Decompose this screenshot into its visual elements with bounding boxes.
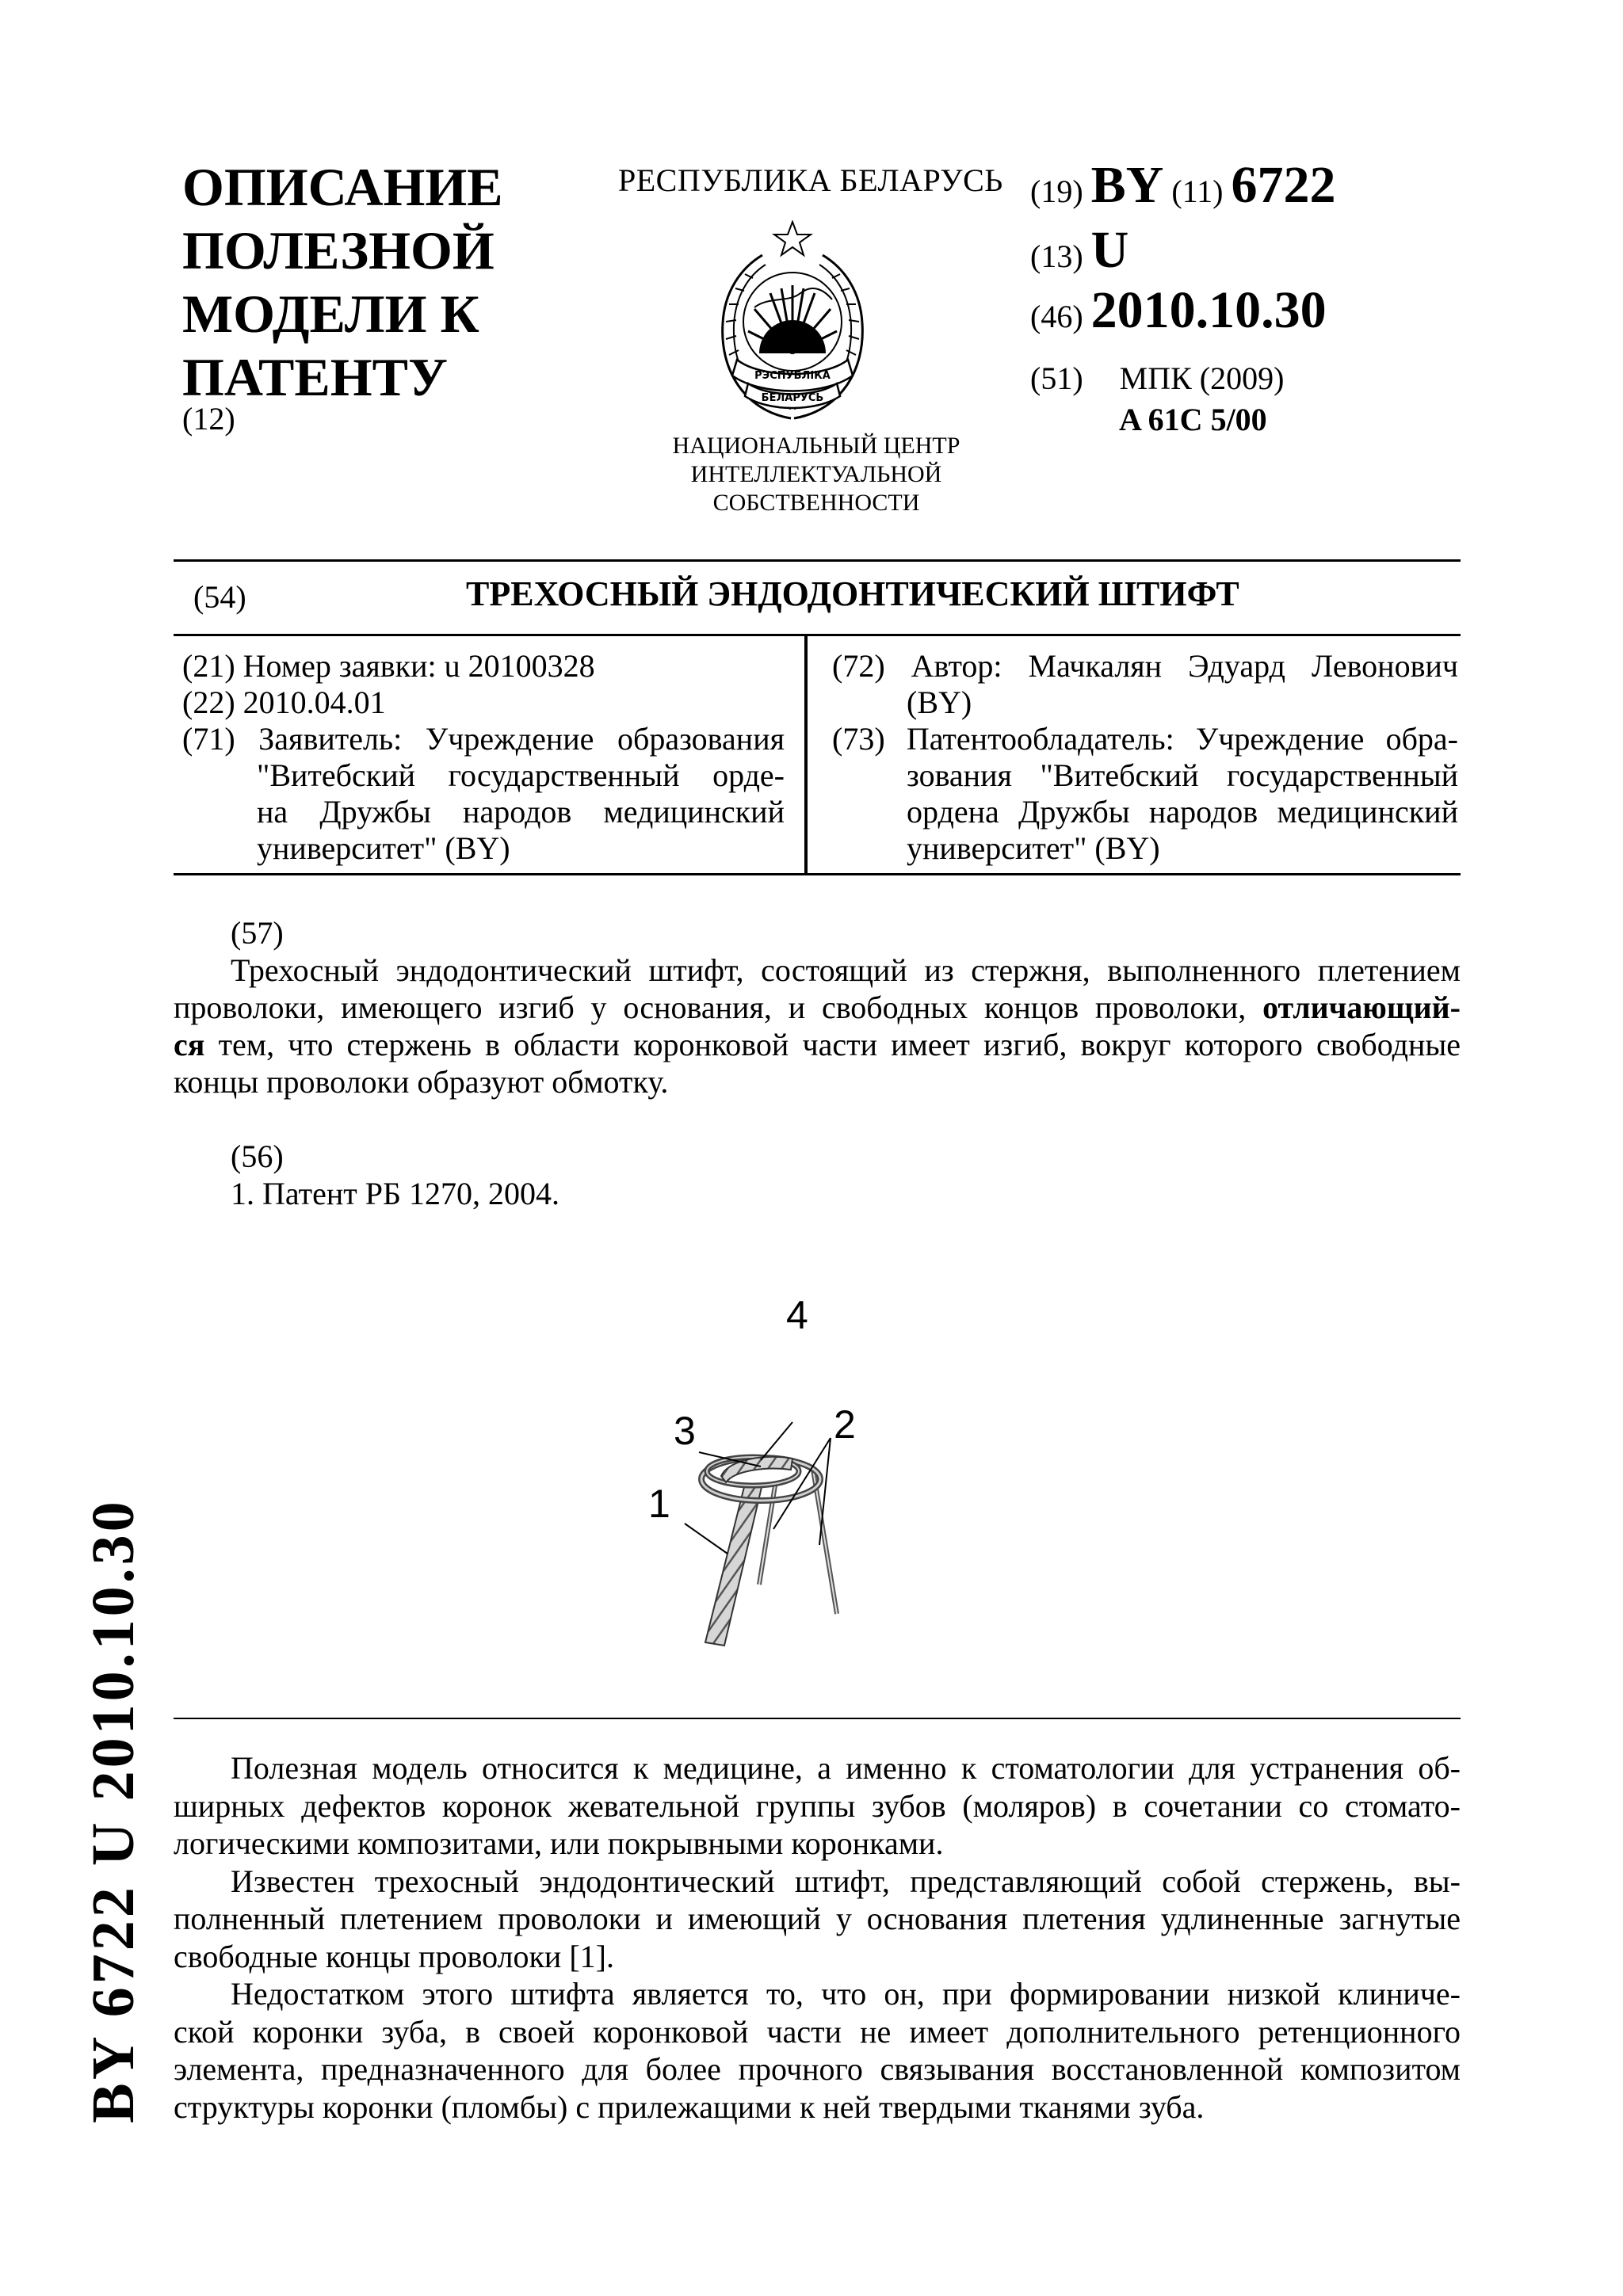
patent-office-name (650, 432, 983, 517)
biblio-left (182, 648, 785, 867)
code-13: (13) (1030, 238, 1083, 274)
abstract-text: тем, что стержень в области коронковой части имеет изгиб, вокруг которого свободные (204, 1027, 1461, 1062)
filing-date: (22) 2010.04.01 (182, 685, 386, 720)
application-number: (21) Номер заявки: u 20100328 (182, 648, 595, 684)
text-line: свободные концы проволоки [1]. (174, 1938, 614, 1974)
applicant-line: университет" (BY) (257, 830, 510, 866)
doc-title-line: ОПИСАНИЕ (182, 157, 503, 217)
svg-text:БЕЛАРУСЬ: БЕЛАРУСЬ (761, 392, 824, 404)
publication-date: 2010.10.30 (1090, 281, 1327, 339)
abstract-emphasis: ся (174, 1027, 205, 1062)
biblio-right (832, 648, 1458, 867)
description (174, 1749, 1461, 2126)
code-57: (57) (231, 915, 284, 951)
text-line: ширных дефектов коронок жевательной группы зубов (моляров) в сочетании со стомато- (174, 1787, 1461, 1824)
doc-title-line: ПАТЕНТУ (182, 347, 448, 407)
code-46: (46) (1030, 299, 1083, 334)
abstract (174, 914, 1461, 1100)
text-line: Недостатком этого штифта является то, что он, при формировании низкой клиниче- (231, 1976, 1461, 2012)
figure-label-3: 3 (674, 1409, 696, 1453)
applicant-line: "Витебский государственный орде- (257, 757, 785, 793)
divider (174, 1718, 1461, 1719)
bib-row-19-11 (1030, 155, 1335, 215)
braided-rod (705, 1484, 762, 1646)
paragraph (174, 1975, 1461, 2126)
ipc-class: A 61C 5/00 (1119, 402, 1267, 437)
bib-row-46 (1030, 280, 1327, 341)
code-19: (19) (1030, 174, 1083, 209)
code-12: (12) (182, 401, 235, 437)
references (231, 1138, 559, 1212)
abstract-line: концы проволоки образуют обмотку. (174, 1064, 669, 1100)
abstract-line: Трехосный эндодонтический штифт, состоящий из стержня, выполненного плетением (231, 952, 1461, 988)
office-line: НАЦИОНАЛЬНЫЙ ЦЕНТР (672, 433, 960, 459)
applicant-line: на Дружбы народов медицинский (257, 794, 785, 830)
abstract-emphasis: отличающий- (1262, 990, 1461, 1025)
kind-code: U (1090, 221, 1129, 279)
divider (174, 873, 1461, 875)
bib-row-51 (1030, 360, 1284, 397)
paragraph (174, 1863, 1461, 1976)
owner-line: (73) Патентообладатель: Учреждение обра- (832, 721, 1458, 757)
side-document-id: BY 6722 U 2010.10.30 (80, 1498, 147, 2123)
column-divider (804, 636, 808, 874)
abstract-text: проволоки, имеющего изгиб у основания, и свободных концов проволоки, (174, 990, 1263, 1025)
code-11: (11) (1171, 174, 1224, 209)
text-line: ской коронки зуба, в своей коронковой части не имеет дополнительного ретенционного (174, 2013, 1461, 2050)
figure-label-4: 4 (786, 1293, 808, 1337)
ipc-label: МПК (2009) (1119, 360, 1285, 396)
text-line: структуры коронки (пломбы) с прилежащими к ней твердыми тканями зуба. (174, 2088, 1205, 2125)
code-51: (51) (1030, 360, 1083, 396)
applicant-line: (71) Заявитель: Учреждение образования (182, 721, 785, 757)
text-line: логическими композитами, или покрывными коронками. (174, 1825, 944, 1861)
reference-item: 1. Патент РБ 1270, 2004. (231, 1176, 559, 1211)
author-line: (72) Автор: Мачкалян Эдуард Левонович (832, 648, 1458, 684)
code-54: (54) (193, 579, 246, 615)
bib-row-13 (1030, 220, 1128, 280)
text-line: Полезная модель относится к медицине, а именно к стоматологии для устранения об- (231, 1750, 1461, 1786)
divider (174, 559, 1461, 562)
owner-line: зования "Витебский государственный (907, 757, 1458, 793)
owner-line: университет" (BY) (907, 830, 1160, 866)
code-56: (56) (231, 1138, 284, 1174)
country-name: РЕСПУБЛИКА БЕЛАРУСЬ (618, 162, 1003, 198)
endodontic-post-figure (634, 1272, 1046, 1652)
doc-title-line: МОДЕЛИ К (182, 284, 479, 344)
text-line: полненный плетением проволоки и имеющий у основания плетения удлиненные загнутые (174, 1901, 1461, 1936)
invention-title: ТРЕХОСНЫЙ ЭНДОДОНТИЧЕСКИЙ ШТИФТ (466, 574, 1239, 613)
country-code: BY (1090, 156, 1164, 214)
office-line: ИНТЕЛЛЕКТУАЛЬНОЙ (690, 461, 942, 487)
figure-label-2: 2 (834, 1402, 856, 1447)
office-line: СОБСТВЕННОСТИ (712, 490, 920, 516)
owner-line: ордена Дружбы народов медицинский (907, 794, 1458, 830)
document-type-title (182, 155, 626, 409)
text-line: Известен трехосный эндодонтический штифт, представляющий собой стержень, вы- (231, 1863, 1461, 1899)
belarus-emblem-icon (713, 220, 872, 428)
abstract-line (174, 1026, 1461, 1063)
figure-label-1: 1 (648, 1482, 670, 1526)
patent-number: 6722 (1231, 156, 1336, 214)
paragraph (174, 1749, 1461, 1863)
svg-text:РЭСПУБЛІКА: РЭСПУБЛІКА (754, 370, 831, 382)
abstract-line (174, 989, 1461, 1026)
doc-title-line: ПОЛЕЗНОЙ (182, 220, 495, 280)
text-line: элемента, предназначенного для более прочного связывания восстановленной композитом (174, 2051, 1461, 2087)
divider (174, 634, 1461, 636)
author-line: (BY) (907, 685, 972, 720)
